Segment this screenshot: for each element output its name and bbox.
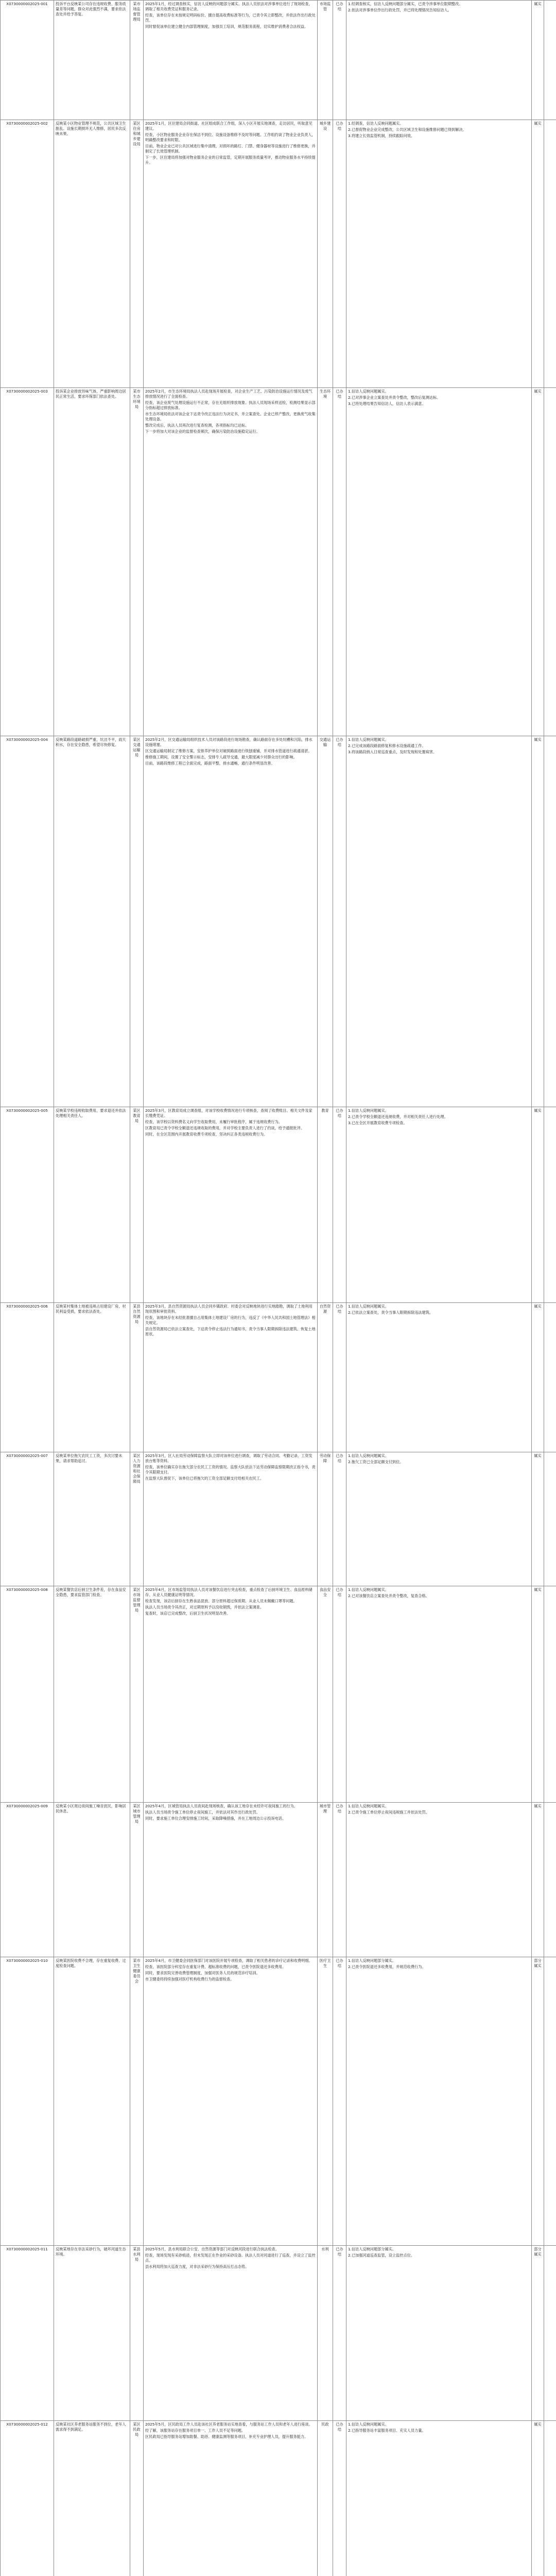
blank-cell	[544, 1, 556, 120]
blank-cell	[544, 1107, 556, 1303]
process-paragraph: 经查，该企业废气处理设施运行不正常，存在无组织排放现象。执法人员现场采样送检，检测结果显示部分指标超过排放标准。	[145, 400, 316, 410]
category-cell: 生态环境	[318, 388, 333, 736]
status-cell: 已办结	[333, 1803, 346, 1957]
result-line: 2.已督促物业企业完成整改，公共区域卫生和设施维修问题已得到解决。	[348, 127, 466, 132]
unit-cell: 某县自然资源局	[130, 1303, 144, 1452]
result-line: 2.依法对涉事单位作出行政处罚，并已将处理情况告知信访人。	[348, 8, 451, 12]
process-paragraph: 2025年3月，县自然资源局执法人员会同乡镇政府、村委会对反映地块进行实地踏勘，调取了土地利用现状图和审批资料。	[145, 1304, 312, 1314]
category-cell: 市场监管	[318, 1, 333, 120]
result-line: 2.已完成该路段路面修复和排水设施疏通工作。	[348, 743, 426, 748]
case-id-cell: X0730000002025-002	[1, 120, 54, 388]
process-paragraph: 下一步将加大对该企业的监督检查频次，确保污染防治设施稳定运行。	[145, 429, 260, 434]
result-cell	[346, 2421, 532, 2576]
process-paragraph: 在监察大队督促下，该单位已将拖欠的工资全部足额支付给相关农民工。	[145, 1476, 264, 1481]
result-cell	[346, 120, 532, 388]
table-row	[1, 388, 556, 736]
process-paragraph: 经查，该学校以资料费名义向学生收取费用，未履行审批程序，属于违规收费行为。	[145, 1120, 282, 1124]
process-paragraph: 经查，现场发现有采砂痕迹，但未发现正在作业的采砂设备。执法人员对河道进行了巡查，并设立了监控点。	[145, 2253, 316, 2263]
result-cell	[346, 1586, 532, 1803]
process-paragraph: 复查时，该店已完成整改，后厨卫生状况明显改善。	[145, 1611, 231, 1616]
unit-cell: 某区人力资源和社会保障局	[130, 1452, 144, 1586]
complaint-cell: 反映某医院收费不合理，存在重复收费、过度检查问题。	[54, 1957, 130, 2246]
complaint-cell: 投诉平台反映某公司存在违规收费、服务质量差等问题，群众对此强烈不满，要求依法查处并给予答复。	[54, 1, 130, 120]
process-paragraph: 2025年4月，区市场监管局执法人员对该餐饮店进行突击检查，重点检查了后厨环境卫生、食品原料储存、从业人员健康证明等情况。	[145, 1587, 312, 1597]
unit-cell: 某区教育局	[130, 1107, 144, 1303]
case-id-cell: X0730000002025-006	[1, 1303, 54, 1452]
process-paragraph: 2025年2月，市生态环境局执法人员赴现场开展检查，对企业生产工艺、污染防治设施运行情况及废气排放情况进行了全面检查。	[145, 389, 312, 399]
process-paragraph: 同时，要求医院完善收费管理制度，加强对医务人员的规范诊疗培训。	[145, 1971, 260, 1975]
category-cell: 交通运输	[318, 736, 333, 1107]
result-line: 3.已将处理结果告知信访人，信访人表示满意。	[348, 401, 426, 406]
table-row	[1, 2246, 556, 2421]
result-line: 2.已加强河道巡查监管，设立监控点位。	[348, 2253, 415, 2258]
result-line: 1.信访人反映问题部分属实。	[348, 1958, 396, 1963]
process-paragraph: 同时督促该单位建立健全内部管理制度，加强员工培训，规范服务流程，切实维护消费者合法权益。	[145, 24, 308, 29]
status-cell: 已办结	[333, 736, 346, 1107]
unit-cell: 某区民政局	[130, 2421, 144, 2576]
result-cell	[346, 388, 532, 736]
process-paragraph: 同时，在全区范围内开展教育收费专项检查，坚决纠正各类违规收费行为。	[145, 1132, 268, 1137]
process-cell	[144, 1, 318, 120]
blank-cell	[544, 2421, 556, 2576]
result-cell	[346, 1303, 532, 1452]
blank-cell	[544, 1957, 556, 2246]
process-paragraph: 2025年1月，区住建局会同街道、社区组成联合工作组，深入小区开展实地调查，走访居民，听取意见建议。	[145, 121, 312, 131]
process-paragraph: 2025年2月，区交通运输局组织技术人员对该路段进行现场勘查，确认路面存在多处坑槽和沉陷，排水设施堵塞。	[145, 737, 312, 747]
unit-cell: 某区住房和城乡建设局	[130, 120, 144, 388]
unit-cell: 某县水利局	[130, 2246, 144, 2421]
process-paragraph: 检查发现，该店后厨存在生熟食品混放、部分原料超过保质期、从业人员未佩戴口罩等问题。	[145, 1599, 297, 1603]
process-paragraph: 经查，该地块存在未经批准擅自占用集体土地建设厂房的行为，违反了《中华人民共和国土地管理法》相关规定。	[145, 1315, 316, 1325]
blank-cell	[544, 1452, 556, 1586]
process-cell	[144, 1586, 318, 1803]
process-paragraph: 维修施工期间，设置了安全警示标志，安排专人疏导交通，最大限度减少对群众出行的影响。	[145, 755, 297, 759]
mark-cell: 属实	[532, 1586, 544, 1803]
process-paragraph: 2025年4月，区城管局执法人员夜间赴现场核查，确认该工地存在未经许可夜间施工的行为。	[145, 1804, 298, 1808]
case-id-cell: X0730000002025-007	[1, 1452, 54, 1586]
blank-cell	[544, 120, 556, 388]
mark-cell: 属实	[532, 1303, 544, 1452]
result-cell	[346, 2246, 532, 2421]
result-line: 2.已对涉事企业立案查处并责令整改，整改后复测达标。	[348, 395, 441, 400]
case-id-cell: X0730000002025-005	[1, 1107, 54, 1303]
mark-cell: 属实	[532, 1803, 544, 1957]
table-row	[1, 1, 556, 120]
process-paragraph: 区民政局已指导服务站增加助餐、助浴、健康监测等服务项目，补充专业护理人员，提升服务能力。	[145, 2434, 308, 2439]
blank-cell	[544, 1303, 556, 1452]
result-cell	[346, 1107, 532, 1303]
process-paragraph: 市生态环境局依法对该企业下达责令改正违法行为决定书，并立案查处。企业已停产整改，更换废气收集处理设备。	[145, 412, 316, 421]
process-paragraph: 经查，该医院部分科室存在重复计费、超标准收费的问题，已责令医院退还多收费用。	[145, 1964, 286, 1969]
process-paragraph: 县水利局将加大巡查力度，对非法采砂行为保持高压打击态势。	[145, 2264, 249, 2269]
process-paragraph: 区交通运输局制定了维修方案，安排养护单位对破损路面进行铣刨重铺，并对排水管道进行疏通清淤。	[145, 749, 312, 753]
mark-cell: 属实	[532, 120, 544, 388]
complaint-cell: 反映某社区养老服务站服务不到位，老年人需求得不到满足。	[54, 2421, 130, 2576]
complaint-cell: 反映某村集体土地被违规占用建设厂房，村民利益受损，要求依法查处。	[54, 1303, 130, 1452]
status-cell: 已办结	[333, 1, 346, 120]
process-cell	[144, 1107, 318, 1303]
process-paragraph: 目前，该路段维修工程已全面完成，路面平整，排水通畅，通行条件明显改善。	[145, 761, 275, 766]
table-row	[1, 1803, 556, 1957]
process-paragraph: 2025年4月，市卫健委会同医保部门对该医院开展专项检查，调取了相关患者的诊疗记录和收费明细。	[145, 1958, 312, 1963]
result-line: 1.信访人反映问题属实。	[348, 389, 389, 394]
table-row	[1, 1107, 556, 1303]
mark-cell: 部分属实	[532, 1957, 544, 2246]
result-line: 2.已责令学校全额退还违规收费，并对相关责任人进行处理。	[348, 1114, 448, 1119]
status-cell: 已办结	[333, 1586, 346, 1803]
table-row	[1, 1452, 556, 1586]
category-cell: 城市管理	[318, 1803, 333, 1957]
case-id-cell: X0730000002025-001	[1, 1, 54, 120]
mark-cell: 属实	[532, 736, 544, 1107]
case-id-cell: X0730000002025-009	[1, 1803, 54, 1957]
mark-cell: 部分属实	[532, 2246, 544, 2421]
process-paragraph: 经查，小区物业服务企业存在保洁不到位、设施设备维修不及时等问题。工作组约谈了物业企业负责人，明确整改要求和时限。	[145, 132, 316, 142]
process-cell	[144, 120, 318, 388]
category-cell: 食品安全	[318, 1586, 333, 1803]
result-line: 3.将建立长效监管机制，持续跟踪问效。	[348, 133, 415, 138]
process-cell	[144, 1303, 318, 1452]
process-cell	[144, 2246, 318, 2421]
process-paragraph: 2025年3月，区人社局劳动保障监察大队立即对该单位进行调查，调取了劳动合同、考勤记录、工资发放台账等资料。	[145, 1453, 312, 1463]
result-cell	[346, 1957, 532, 2246]
result-line: 1.信访人反映问题属实。	[348, 1804, 389, 1808]
blank-cell	[544, 736, 556, 1107]
mark-cell: 属实	[532, 1107, 544, 1303]
process-paragraph: 2025年3月，区教育局成立调查组，对该学校收费情况进行专项核查，查阅了收费账目、相关文件及家长缴费凭证。	[145, 1108, 312, 1118]
process-cell	[144, 1452, 318, 1586]
category-cell: 民政	[318, 2421, 333, 2576]
process-paragraph: 2025年5月，区民政局工作人员赴该社区养老服务站实地查看，与服务站工作人员和老年人进行座谈。	[145, 2422, 312, 2427]
process-paragraph: 同时，要求施工单位合理安排施工时间，采取降噪措施，并在工地周边公示投诉电话。	[145, 1816, 286, 1821]
result-cell	[346, 736, 532, 1107]
table-row	[1, 120, 556, 388]
result-cell	[346, 1803, 532, 1957]
status-cell: 已办结	[333, 1303, 346, 1452]
mark-cell: 属实	[532, 2421, 544, 2576]
result-line: 1.信访人反映问题属实。	[348, 2422, 389, 2427]
process-cell	[144, 2421, 318, 2576]
result-line: 1.信访人反映问题属实。	[348, 1304, 389, 1309]
blank-cell	[544, 2246, 556, 2421]
mark-cell: 属实	[532, 1, 544, 120]
unit-cell: 某市卫生健康委员会	[130, 1957, 144, 2246]
result-line: 1.信访人反映问题属实。	[348, 1587, 389, 1592]
process-paragraph: 2025年1月，经过调查核实，信访人反映的问题部分属实。执法人员依法对涉事单位进行了现场检查，调取了相关收费凭证和服务记录。	[145, 2, 312, 11]
process-paragraph: 下一步，区住建局将加强对物业服务企业的日常监管，定期开展服务质量考评，推动物业服务水平持续提升。	[145, 155, 316, 165]
status-cell: 已办结	[333, 2421, 346, 2576]
case-id-cell: X0730000002025-003	[1, 388, 54, 736]
category-cell: 自然资源	[318, 1303, 333, 1452]
mark-cell: 属实	[532, 1452, 544, 1586]
result-cell	[346, 1, 532, 120]
process-paragraph: 经查，该单位存在未按规定明码标价、擅自提高收费标准等行为，已责令其立即整改，并依法作出行政处罚。	[145, 13, 316, 23]
unit-cell: 某市场监督管理局	[130, 1, 144, 120]
case-id-cell: X0730000002025-012	[1, 2421, 54, 2576]
unit-cell: 某区交通运输局	[130, 736, 144, 1107]
process-paragraph: 目前，物业企业已对公共区域进行集中清理，对损坏的路灯、门禁、健身器材等设施进行了维修更换，并制定了长效管理机制。	[145, 144, 316, 154]
blank-cell	[544, 1803, 556, 1957]
complaint-cell: 反映某小区周边夜间施工噪音扰民，影响居民休息。	[54, 1803, 130, 1957]
process-paragraph: 2025年5月，县水利局联合公安、自然资源等部门对反映河段进行联合执法检查。	[145, 2247, 280, 2251]
status-cell: 已办结	[333, 120, 346, 388]
category-cell: 城乡建设	[318, 120, 333, 388]
process-cell	[144, 1803, 318, 1957]
process-cell	[144, 736, 318, 1107]
process-paragraph: 整改完成后，执法人员再次进行复查检测，各项指标均已达标。	[145, 423, 249, 428]
table-row	[1, 2421, 556, 2576]
table-row	[1, 1957, 556, 2246]
status-cell: 已办结	[333, 1452, 346, 1586]
result-line: 3.将该路段纳入日常巡查重点，及时发现和处置病害。	[348, 750, 437, 754]
result-line: 1.信访人反映问题属实。	[348, 737, 389, 742]
process-paragraph: 市卫健委将持续加强对医疗机构收费行为的监督检查。	[145, 1977, 234, 1981]
result-line: 1.经调查核实，信访人反映问题部分属实，已责令涉事单位限期整改。	[348, 2, 463, 6]
category-cell: 水利	[318, 2246, 333, 2421]
status-cell: 已办结	[333, 1957, 346, 2246]
table-row	[1, 1586, 556, 1803]
result-line: 1.信访人反映问题属实。	[348, 1108, 389, 1113]
process-paragraph: 执法人员当场责令其改正，对过期原料予以没收销毁，并依法立案调查。	[145, 1605, 264, 1609]
result-line: 2.已指导服务站丰富服务项目、充实人员力量。	[348, 2428, 426, 2433]
category-cell: 教育	[318, 1107, 333, 1303]
complaint-cell: 反映某餐饮店后厨卫生条件差，存在食品安全隐患，要求监管部门检查。	[54, 1586, 130, 1803]
complaint-cell: 反映某小区物业管理不规范，公共区域卫生脏乱、设施长期损坏无人维修，居民多次反映未果。	[54, 120, 130, 388]
blank-cell	[544, 388, 556, 736]
complaint-cell: 反映某学校违规收取费用，要求退还并依法处理相关责任人。	[54, 1107, 130, 1303]
process-cell	[144, 388, 318, 736]
process-cell	[144, 1957, 318, 2246]
case-id-cell: X0730000002025-004	[1, 736, 54, 1107]
mark-cell: 属实	[532, 388, 544, 736]
status-cell: 已办结	[333, 388, 346, 736]
result-cell	[346, 1452, 532, 1586]
result-line: 1.经调查，信访人反映问题属实。	[348, 121, 404, 126]
status-cell: 已办结	[333, 1107, 346, 1303]
process-paragraph: 经查，该单位确实存在拖欠部分农民工工资的情况。监察大队依法下达劳动保障监察限期改正指令书，责令其限期支付。	[145, 1465, 316, 1475]
case-id-cell: X0730000002025-008	[1, 1586, 54, 1803]
category-cell: 医疗卫生	[318, 1957, 333, 2246]
case-id-cell: X0730000002025-011	[1, 2246, 54, 2421]
unit-cell: 某区城市管理局	[130, 1803, 144, 1957]
result-line: 1.信访人反映问题属实。	[348, 1453, 389, 1458]
complaint-cell: 反映某路段道路破损严重，坑洼不平，雨天积水，存在安全隐患，希望尽快修复。	[54, 736, 130, 1107]
result-line: 3.已在全区开展教育收费专项检查。	[348, 1121, 407, 1125]
result-line: 1.信访人反映问题部分属实。	[348, 2247, 396, 2251]
complaint-cell: 反映某地存在非法采砂行为，破坏河道生态环境。	[54, 2246, 130, 2421]
category-cell: 劳动保障	[318, 1452, 333, 1586]
result-line: 2.拖欠工资已全部足额支付到位。	[348, 1460, 404, 1464]
unit-cell: 某区市场监督管理局	[130, 1586, 144, 1803]
result-line: 2.已对该餐饮店立案查处并责令整改，复查合格。	[348, 1594, 429, 1598]
blank-cell	[544, 1586, 556, 1803]
complaint-cell: 投诉某企业排放异味气体，严重影响周边居民正常生活，要求环保部门依法查处。	[54, 388, 130, 736]
result-line: 2.已责令医院退还多收费用，并规范收费行为。	[348, 1964, 426, 1969]
process-paragraph: 执法人员当场责令施工单位停止夜间施工，并依法对其作出行政处罚。	[145, 1810, 260, 1815]
status-cell: 已办结	[333, 2246, 346, 2421]
table-row	[1, 736, 556, 1107]
complaint-cell: 反映某单位拖欠农民工工资，多次讨要未果，请求帮助追讨。	[54, 1452, 130, 1586]
unit-cell: 某市生态环境局	[130, 388, 144, 736]
result-line: 2.已依法立案查处，责令当事人限期拆除违法建筑。	[348, 1310, 433, 1315]
process-paragraph: 经了解，该服务站存在服务项目单一、工作人员不足等问题。	[145, 2428, 246, 2433]
process-paragraph: 区教育局已责令学校全额退还违规收取的费用，并对学校主要负责人进行了约谈，给予通报批评。	[145, 1126, 305, 1130]
table-row	[1, 1303, 556, 1452]
case-id-cell: X0730000002025-010	[1, 1957, 54, 2246]
result-line: 2.已责令施工单位停止夜间违规施工并依法处罚。	[348, 1810, 429, 1815]
process-paragraph: 县自然资源局已依法立案查处，下达责令停止违法行为通知书，责令当事人限期拆除违法建筑、恢复土地原状。	[145, 1327, 316, 1336]
